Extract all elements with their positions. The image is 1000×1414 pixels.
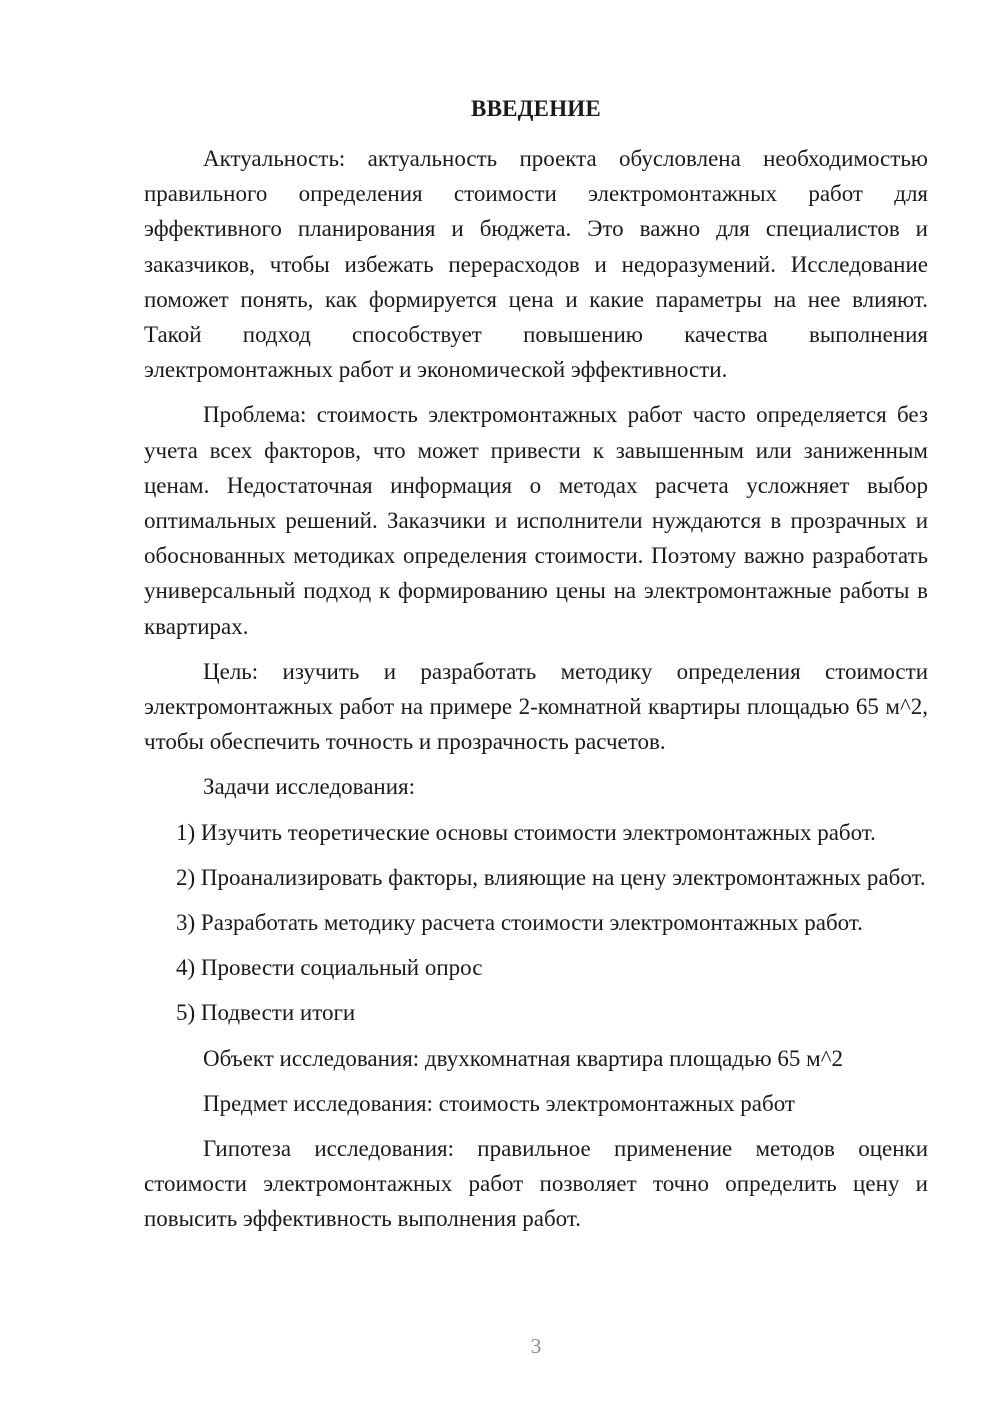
document-body [144, 141, 928, 1237]
paragraph-hypothesis: Гипотеза исследования: правильное применение методов оценки стоимости электромонтажных работ позволяет точно определить цену и повысить эффективность выполнения работ. [144, 1136, 928, 1232]
paragraph-relevance: Актуальность: актуальность проекта обусловлена необходимостью правильного определения стоимости электромонтажных работ для эффективного планирования и бюджета. Это важно для специалистов и заказчиков, чтобы избежать перерасходов и недоразумений. Исследование поможет понять, как формируется цена и какие параметры на нее влияют. Такой подход способствует повышению качества выполнения электромонтажных работ и экономической эффективности. [144, 146, 928, 383]
paragraph-problem: Проблема: стоимость электромонтажных работ часто определяется без учета всех факторов, что может привести к завышенным или заниженным ценам. Недостаточная информация о методах расчета усложняет выбор оптимальных решений. Заказчики и исполнители нуждаются в прозрачных и обоснованных методиках определения стоимости. Поэтому важно разработать универсальный подход к формированию цены на электромонтажные работы в квартирах. [144, 402, 928, 639]
task-item-2: 2) Проанализировать факторы, влияющие на цену электромонтажных работ. [176, 864, 926, 890]
paragraph-object: Объект исследования: двухкомнатная квартира площадью 65 м^2 [203, 1045, 844, 1071]
task-item-3: 3) Разработать методику расчета стоимости электромонтажных работ. [176, 910, 863, 936]
section-title: ВВЕДЕНИЕ [471, 96, 601, 121]
paragraph-goal: Цель: изучить и разработать методику определения стоимости электромонтажных работ на примере 2-комнатной квартиры площадью 65 м^2, чтобы обеспечить точность и прозрачность расчетов. [144, 658, 928, 755]
task-item-4: 4) Провести социальный опрос [176, 955, 483, 981]
task-item-1: 1) Изучить теоретические основы стоимости электромонтажных работ. [176, 819, 876, 845]
paragraph-subject: Предмет исследования: стоимость электромонтажных работ [203, 1090, 795, 1116]
task-item-5: 5) Подвести итоги [176, 1000, 356, 1026]
paragraph-tasks-heading: Задачи исследования: [203, 774, 416, 800]
page-number: 3 [530, 1334, 542, 1358]
